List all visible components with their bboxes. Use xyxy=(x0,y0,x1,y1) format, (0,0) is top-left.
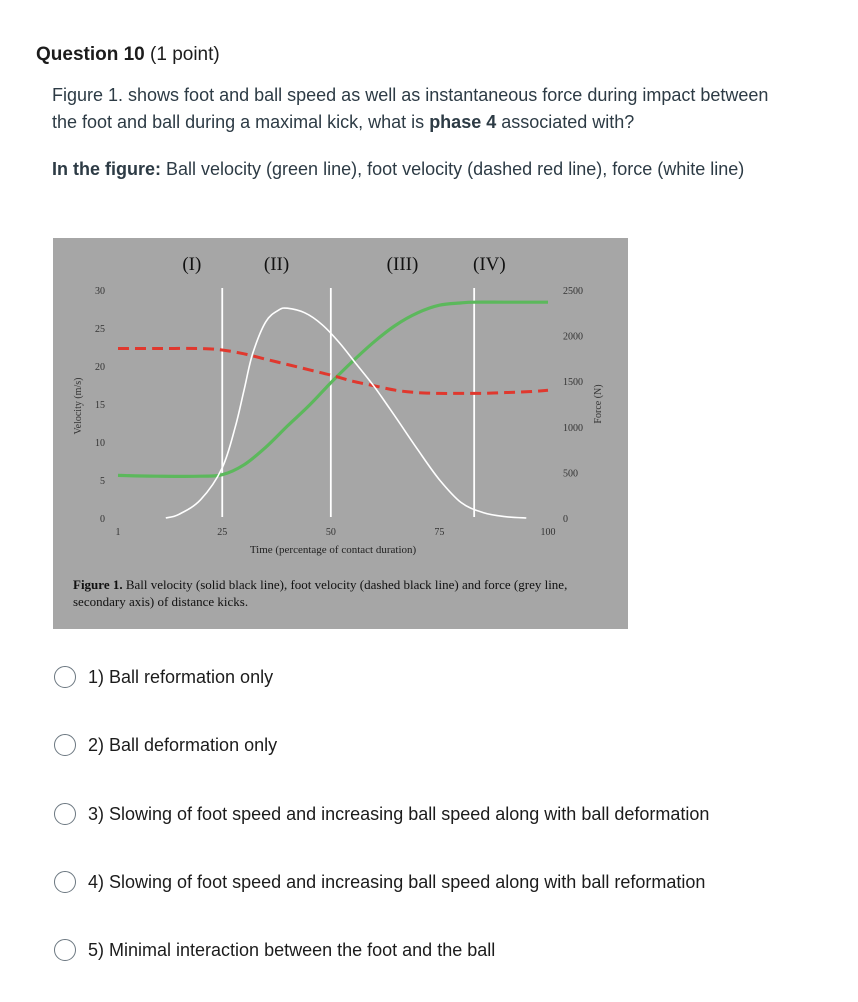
y2-tick-label-0: 0 xyxy=(563,514,568,525)
question-text-part1: Figure 1. shows foot and ball speed as well as instantaneous force during impact between the foot and ball during a maximal kick, what is xyxy=(52,85,769,132)
figure-caption-text: Ball velocity (solid black line), foot velocity (dashed black line) and force (grey line, secondary axis) of distance kicks. xyxy=(73,577,568,609)
y2-tick-label-2: 1000 xyxy=(563,422,583,434)
x-tick-label-2: 50 xyxy=(325,527,336,538)
option-3[interactable] xyxy=(54,803,709,825)
y2-tick-label-5: 2500 xyxy=(563,286,583,297)
option-2-radio[interactable] xyxy=(54,734,76,756)
question-text-part2: associated with? xyxy=(496,112,635,132)
x-axis-title: Time (percentage of contact duration) xyxy=(249,544,417,556)
y-tick-label-1: 5 xyxy=(100,476,105,487)
figure-caption-bold: Figure 1. xyxy=(73,577,123,592)
y2-tick-label-4: 2000 xyxy=(563,331,583,343)
option-5-label[interactable]: 5) Minimal interaction between the foot and the ball xyxy=(88,939,496,960)
y-tick-label-0: 0 xyxy=(100,514,105,525)
phase-label-3: (III) xyxy=(386,254,419,275)
y-tick-label-3: 15 xyxy=(95,400,105,411)
option-2[interactable] xyxy=(54,734,277,756)
y2-tick-label-3: 1500 xyxy=(563,377,583,389)
figure-legend-note-bold: In the figure: xyxy=(52,159,161,179)
question-header xyxy=(36,44,220,66)
figure-caption xyxy=(73,576,613,610)
option-5-radio[interactable] xyxy=(54,939,76,961)
option-2-label[interactable]: 2) Ball deformation only xyxy=(88,734,278,755)
option-4-label[interactable]: 4) Slowing of foot speed and increasing ball speed along with ball reformation xyxy=(88,871,706,892)
y2-axis-title: Force (N) xyxy=(593,384,604,424)
x-tick-label-4: 100 xyxy=(540,527,556,538)
option-5[interactable] xyxy=(54,939,495,961)
x-tick-label-0: 1 xyxy=(115,527,121,538)
y2-tick-label-1: 500 xyxy=(563,468,578,480)
option-4-radio[interactable] xyxy=(54,871,76,893)
foot-velocity-line xyxy=(118,348,548,393)
option-4[interactable] xyxy=(54,871,705,893)
x-tick-label-1: 25 xyxy=(217,527,228,538)
y-tick-label-2: 10 xyxy=(95,438,105,449)
phase-label-1: (I) xyxy=(182,254,202,275)
option-1-label[interactable]: 1) Ball reformation only xyxy=(88,666,274,687)
x-tick-label-3: 75 xyxy=(434,527,445,538)
y-axis-title: Velocity (m/s) xyxy=(73,377,84,435)
question-title: Question 10 xyxy=(36,44,145,65)
question-points: (1 point) xyxy=(150,44,220,65)
figure-legend-note-text: Ball velocity (green line), foot velocity (dashed red line), force (white line) xyxy=(161,159,745,179)
y-tick-label-5: 25 xyxy=(95,324,105,335)
option-1[interactable] xyxy=(54,666,273,688)
phase-label-2: (II) xyxy=(263,254,290,275)
phase-label-4: (IV) xyxy=(473,254,506,275)
y-tick-label-6: 30 xyxy=(95,286,105,297)
option-1-radio[interactable] xyxy=(54,666,76,688)
question-text-bold: phase 4 xyxy=(429,112,497,132)
force-line xyxy=(166,308,527,518)
y-tick-label-4: 20 xyxy=(95,362,105,373)
velocity-force-chart xyxy=(53,238,628,629)
question-text xyxy=(52,82,772,136)
option-3-radio[interactable] xyxy=(54,803,76,825)
figure-legend-note xyxy=(52,156,772,183)
figure-image xyxy=(53,238,628,629)
option-3-label[interactable]: 3) Slowing of foot speed and increasing ball speed along with ball deformation xyxy=(88,803,710,824)
ball-velocity-line xyxy=(118,302,548,476)
